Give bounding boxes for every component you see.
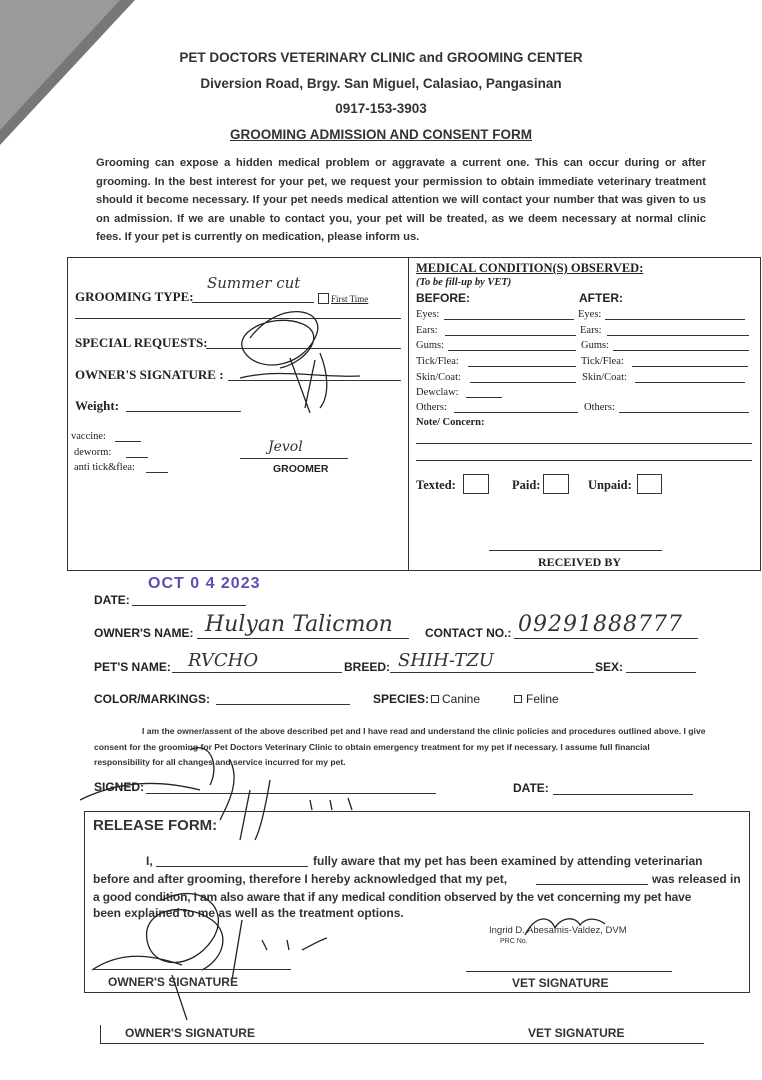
pet-name-value: RVCHO — [188, 650, 259, 671]
paid-checkbox[interactable] — [543, 474, 569, 494]
after-label: AFTER: — [579, 291, 623, 305]
release-signature-scribble — [92, 880, 332, 1020]
intro-paragraph: Grooming can expose a hidden medical problem or aggravate a current one. This can occur during or after grooming. In the best interest for your pet, we request your permission to obtain immediate veterinary treatment should it become necessary. If your pet needs medical attention we will contact your number that was given to us on admission. If we are unable to contact you, your pet will be treated, as we deem necessary at normal clinic fees. If your pet is currently on medication, please inform us. — [96, 157, 706, 244]
footer-owner-signature-label: OWNER'S SIGNATURE — [125, 1026, 255, 1040]
first-time-label: First Time — [331, 294, 369, 304]
date-label: DATE: — [94, 593, 130, 607]
release-line2-start: before and after grooming, therefore I hereby acknowledged that my pet, — [93, 872, 508, 886]
canine-checkbox[interactable] — [431, 695, 439, 703]
clinic-address: Diversion Road, Brgy. San Miguel, Calasiao, Pangasinan — [200, 76, 562, 91]
grooming-type-value: Summer cut — [207, 274, 301, 292]
owner-name-value: Hulyan Talicmon — [205, 612, 393, 637]
release-vet-signature-label: VET SIGNATURE — [512, 976, 609, 990]
vet-signature-scribble — [520, 910, 610, 940]
before-label: BEFORE: — [416, 291, 470, 305]
groomer-label: GROOMER — [273, 463, 329, 475]
texted-checkbox[interactable] — [463, 474, 489, 494]
texted-label: Texted: — [416, 478, 456, 492]
feline-checkbox[interactable] — [514, 695, 522, 703]
vet-stamp-name: Ingrid D. Abesamis-Valdez, DVM — [489, 925, 627, 936]
canine-label: Canine — [442, 692, 481, 706]
release-owner-signature-label: OWNER'S SIGNATURE — [108, 975, 238, 989]
before-tickflea: Tick/Flea: — [416, 356, 459, 367]
before-eyes: Eyes: — [416, 309, 440, 320]
received-by-label: RECEIVED BY — [538, 555, 622, 569]
owner-signature-scribble — [220, 298, 400, 428]
release-line3: a good condition, I am also aware that if any medical condition observed by the vet concerning my pet have — [93, 890, 692, 904]
unpaid-checkbox[interactable] — [637, 474, 662, 494]
form-title: GROOMING ADMISSION AND CONSENT FORM — [230, 127, 532, 142]
before-ears: Ears: — [416, 325, 438, 336]
contact-label: CONTACT NO.: — [425, 626, 512, 640]
date-stamp: OCT 0 4 2023 — [148, 575, 261, 592]
release-line4: been explained to me as well as the treatment options. — [93, 906, 404, 920]
before-others: Others: — [416, 402, 447, 413]
release-line2-end: was released in — [652, 872, 741, 886]
breed-label: BREED: — [344, 660, 391, 674]
before-gums: Gums: — [416, 340, 445, 351]
owner-signature-label: OWNER'S SIGNATURE : — [75, 367, 224, 382]
antitick-label: anti tick&flea: — [74, 462, 135, 473]
owner-name-label: OWNER'S NAME: — [94, 626, 194, 640]
release-line1: fully aware that my pet has been examined by attending veterinarian — [313, 854, 703, 868]
groomer-name: Jevol — [268, 439, 303, 455]
after-skincoat: Skin/Coat: — [582, 372, 627, 383]
vet-stamp-prc: PRC No. — [500, 938, 528, 945]
dewclaw-label: Dewclaw: — [416, 387, 459, 398]
after-eyes: Eyes: — [578, 309, 602, 320]
weight-label: Weight: — [75, 398, 120, 413]
species-label: SPECIES: — [373, 692, 430, 706]
feline-label: Feline — [526, 692, 559, 706]
footer-bracket — [100, 1025, 101, 1044]
pet-name-label: PET'S NAME: — [94, 660, 171, 674]
medical-title: MEDICAL CONDITION(S) OBSERVED: — [416, 261, 644, 275]
clinic-phone: 0917-153-3903 — [335, 101, 427, 116]
release-title: RELEASE FORM: — [93, 817, 218, 834]
release-i-label: I, — [146, 854, 153, 868]
vaccine-label: vaccine: — [71, 431, 106, 442]
after-gums: Gums: — [581, 340, 610, 351]
signed-label: SIGNED: — [94, 780, 145, 794]
breed-value: SHIH-TZU — [398, 650, 494, 671]
before-skincoat: Skin/Coat: — [416, 372, 461, 383]
note-label: Note/ Concern: — [416, 417, 485, 428]
footer-vet-signature-label: VET SIGNATURE — [528, 1026, 625, 1040]
after-ears: Ears: — [580, 325, 602, 336]
unpaid-label: Unpaid: — [588, 478, 632, 492]
box-divider — [408, 257, 409, 570]
paid-label: Paid: — [512, 478, 541, 492]
sex-label: SEX: — [595, 660, 624, 674]
after-others: Others: — [584, 402, 615, 413]
signed-date-label: DATE: — [513, 781, 549, 795]
special-requests-label: SPECIAL REQUESTS: — [75, 335, 208, 350]
after-tickflea: Tick/Flea: — [581, 356, 624, 367]
color-label: COLOR/MARKINGS: — [94, 692, 210, 706]
medical-subtitle: (To be fill-up by VET) — [416, 277, 512, 288]
grooming-type-label: GROOMING TYPE: — [75, 289, 194, 304]
deworm-label: deworm: — [74, 447, 112, 458]
clinic-name: PET DOCTORS VETERINARY CLINIC and GROOMING CENTER — [179, 50, 583, 65]
consent-paragraph: I am the owner/assent of the above described pet and I have read and understand the clinic policies and procedures outlined above. I give consent for the grooming for Pet Doctors Veterinary Clinic to obtain emergency treatment for my pet if necessary. I assume full financial responsibility for all changes and service incurred for my pet. — [94, 726, 706, 767]
contact-value: 09291888777 — [518, 612, 683, 637]
